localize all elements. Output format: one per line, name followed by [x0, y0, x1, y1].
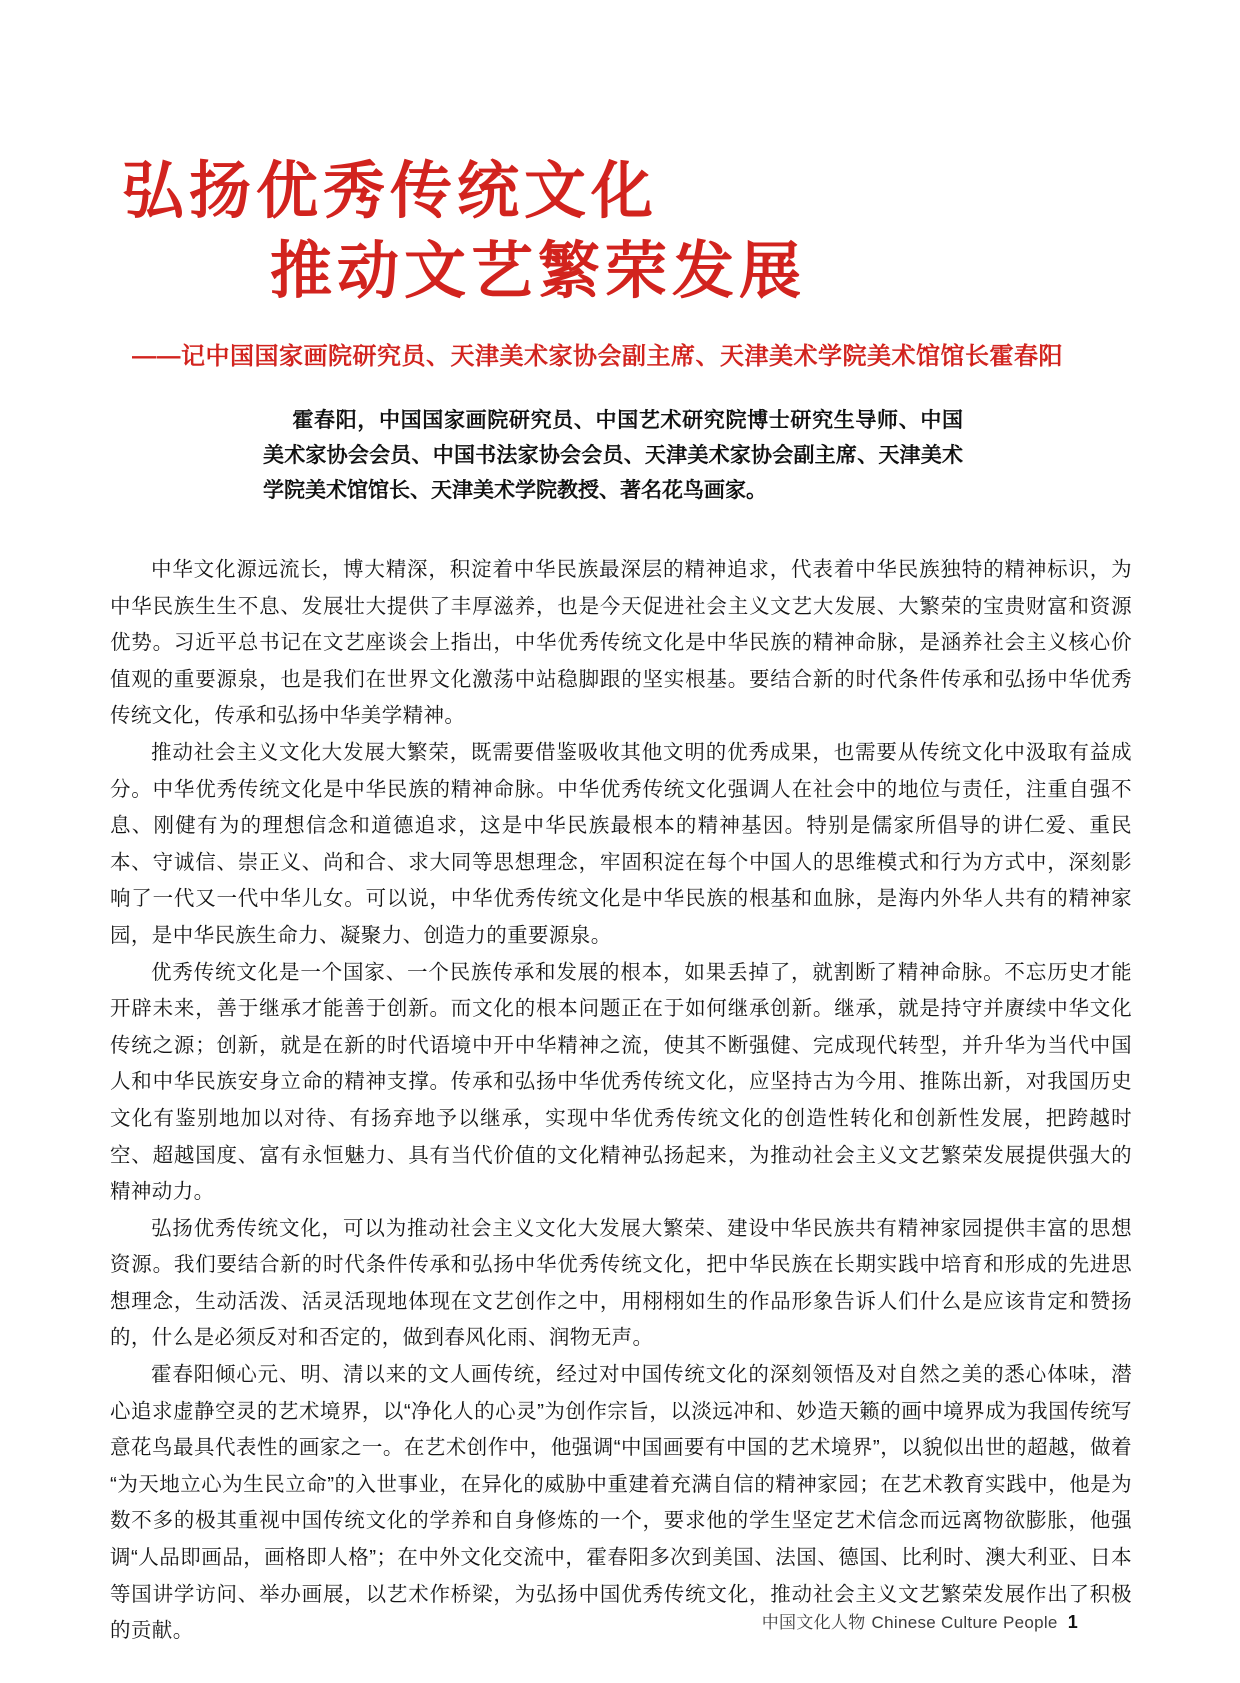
- article-intro-bio: 霍春阳，中国国家画院研究员、中国艺术研究院博士研究生导师、中国美术家协会会员、中国书法家协会会员、天津美术家协会副主席、天津美术学院美术馆馆长、天津美术学院教授、著名花鸟画家。: [263, 408, 963, 502]
- article-title-line1: 弘扬优秀传统文化: [122, 157, 659, 226]
- footer-journal-name-en: Chinese Culture People: [871, 1613, 1058, 1632]
- page-footer: [762, 1608, 1078, 1633]
- article-subtitle: ——记中国国家画院研究员、天津美术家协会副主席、天津美术学院美术馆馆长霍春阳: [132, 343, 1063, 370]
- footer-page-number: 1: [1067, 1612, 1078, 1632]
- article-title: [122, 152, 1132, 312]
- article-title-line2: 推动文艺繁荣发展: [270, 237, 807, 306]
- body-paragraph: 中华文化源远流长，博大精深，积淀着中华民族最深层的精神追求，代表着中华民族独特的精神标识，为中华民族生生不息、发展壮大提供了丰厚滋养，也是今天促进社会主义文艺大发展、大繁荣的宝贵财富和资源优势。习近平总书记在文艺座谈会上指出，中华优秀传统文化是中华民族的精神命脉，是涵养社会主义核心价值观的重要源泉，也是我们在世界文化激荡中站稳脚跟的坚实根基。要结合新的时代条件传承和弘扬中华优秀传统文化，传承和弘扬中华美学精神。: [110, 558, 1132, 728]
- body-paragraph: 优秀传统文化是一个国家、一个民族传承和发展的根本，如果丢掉了，就割断了精神命脉。不忘历史才能开辟未来，善于继承才能善于创新。而文化的根本问题正在于如何继承创新。继承，就是持守并赓续中华文化传统之源；创新，就是在新的时代语境中开中华精神之流，使其不断强健、完成现代转型，并升华为当代中国人和中华民族安身立命的精神支撑。传承和弘扬中华优秀传统文化，应坚持古为今用、推陈出新，对我国历史文化有鉴别地加以对待、有扬弃地予以继承，实现中华优秀传统文化的创造性转化和创新性发展，把跨越时空、超越国度、富有永恒魅力、具有当代价值的文化精神弘扬起来，为推动社会主义文艺繁荣发展提供强大的精神动力。: [110, 960, 1132, 1204]
- body-paragraph: 弘扬优秀传统文化，可以为推动社会主义文化大发展大繁荣、建设中华民族共有精神家园提供丰富的思想资源。我们要结合新的时代条件传承和弘扬中华优秀传统文化，把中华民族在长期实践中培育和形成的先进思想理念，生动活泼、活灵活现地体现在文艺创作之中，用栩栩如生的作品形象告诉人们什么是应该肯定和赞扬的，什么是必须反对和否定的，做到春风化雨、润物无声。: [110, 1216, 1132, 1350]
- body-paragraph: 霍春阳倾心元、明、清以来的文人画传统，经过对中国传统文化的深刻领悟及对自然之美的悉心体味，潜心追求虚静空灵的艺术境界，以“净化人的心灵”为创作宗旨，以淡远冲和、妙造天籁的画中境界成为我国传统写意花鸟最具代表性的画家之一。在艺术创作中，他强调“中国画要有中国的艺术境界”，以貌似出世的超越，做着“为天地立心为生民立命”的入世事业，在异化的威胁中重建着充满自信的精神家园；在艺术教育实践中，他是为数不多的极其重视中国传统文化的学养和自身修炼的一个，要求他的学生坚定艺术信念而远离物欲膨胀，他强调“人品即画品，画格即人格”；在中外文化交流中，霍春阳多次到美国、法国、德国、比利时、澳大利亚、日本等国讲学访问、举办画展，以艺术作桥梁，为弘扬中国优秀传统文化，推动社会主义文艺繁荣发展作出了积极的贡献。: [110, 1363, 1132, 1643]
- article-body: [110, 552, 1132, 1650]
- body-paragraph: 推动社会主义文化大发展大繁荣，既需要借鉴吸收其他文明的优秀成果，也需要从传统文化中汲取有益成分。中华优秀传统文化是中华民族的精神命脉。中华优秀传统文化强调人在社会中的地位与责任，注重自强不息、刚健有为的理想信念和道德追求，这是中华民族最根本的精神基因。特别是儒家所倡导的讲仁爱、重民本、守诚信、崇正义、尚和合、求大同等思想理念，牢固积淀在每个中国人的思维模式和行为方式中，深刻影响了一代又一代中华儿女。可以说，中华优秀传统文化是中华民族的根基和血脉，是海内外华人共有的精神家园，是中华民族生命力、凝聚力、创造力的重要源泉。: [110, 740, 1132, 947]
- footer-journal-name-cn: 中国文化人物: [761, 1613, 866, 1632]
